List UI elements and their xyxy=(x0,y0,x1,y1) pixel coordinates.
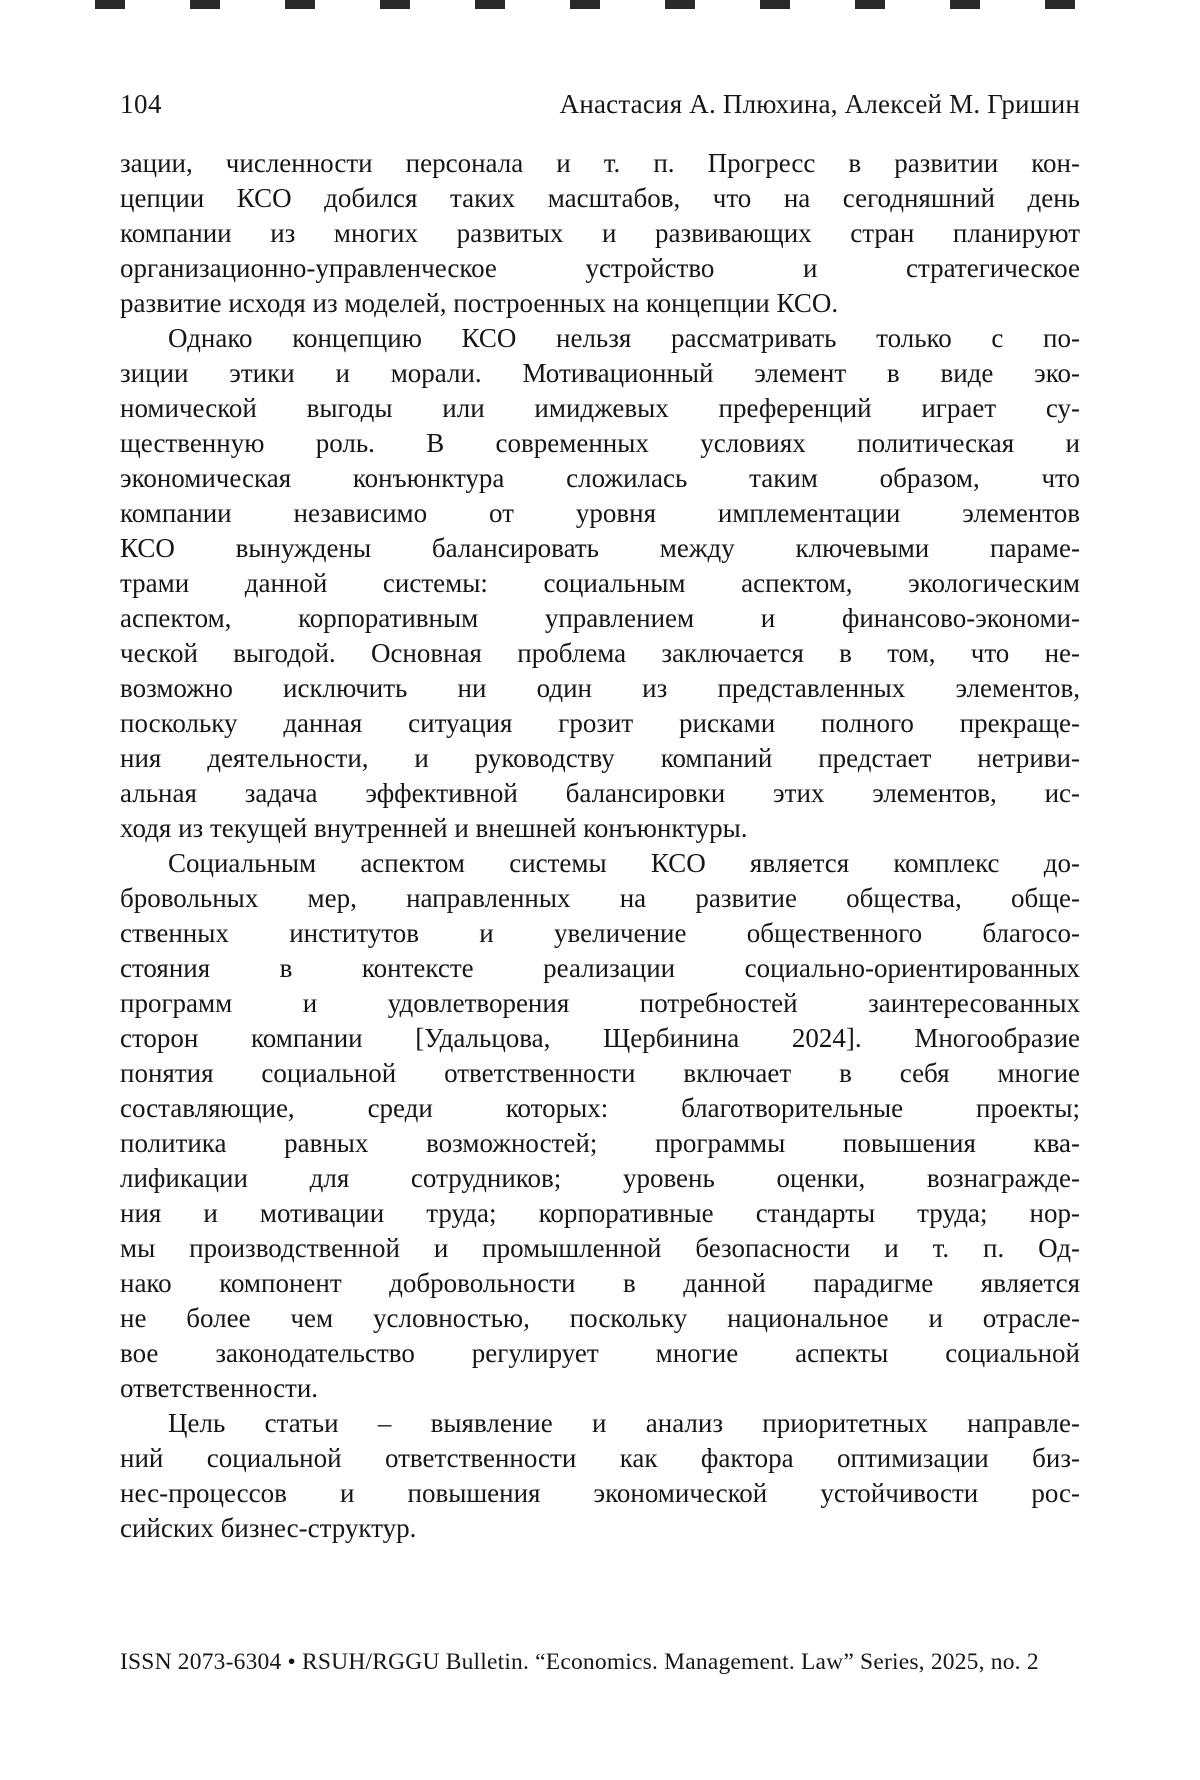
text-line: стояния в контексте реализации социально-ориентированных xyxy=(120,953,1080,983)
text-line: понятия социальной ответственности включает в себя многие xyxy=(120,1058,1080,1088)
text-line: Однако концепцию КСО нельзя рассматривать только с по- xyxy=(168,323,1080,353)
text-line: организационно-управленческое устройство и стратегическое xyxy=(120,253,1080,283)
text-line: цепции КСО добился таких масштабов, что на сегодняшний день xyxy=(120,183,1080,213)
text-line: альная задача эффективной балансировки этих элементов, ис- xyxy=(120,778,1080,808)
text-line: нако компонент добровольности в данной парадигме является xyxy=(120,1268,1080,1298)
text-line: Цель статьи – выявление и анализ приоритетных направле- xyxy=(168,1408,1080,1438)
footer-imprint: ISSN 2073-6304 • RSUH/RGGU Bulletin. “Economics. Management. Law” Series, 2025, no. 2 xyxy=(120,1649,1039,1675)
text-line: составляющие, среди которых: благотворительные проекты; xyxy=(120,1093,1080,1123)
text-line: сийских бизнес-структур. xyxy=(120,1513,417,1543)
text-line: программ и удовлетворения потребностей заинтересованных xyxy=(120,988,1080,1018)
text-line: ответственности. xyxy=(120,1373,319,1403)
text-line: щественную роль. В современных условиях политическая и xyxy=(120,428,1080,458)
text-line: КСО вынуждены балансировать между ключевыми параме- xyxy=(120,533,1080,563)
text-line: ходя из текущей внутренней и внешней конъюнктуры. xyxy=(120,813,748,843)
text-line: развитие исходя из моделей, построенных на концепции КСО. xyxy=(120,288,839,318)
text-line: ний социальной ответственности как фактора оптимизации биз- xyxy=(120,1443,1080,1473)
text-line: экономическая конъюнктура сложилась таким образом, что xyxy=(120,463,1080,493)
page-number: 104 xyxy=(120,89,162,119)
text-line: зации, численности персонала и т. п. Прогресс в развитии кон- xyxy=(120,148,1080,178)
text-line: возможно исключить ни один из представленных элементов, xyxy=(120,673,1080,703)
text-line: ственных институтов и увеличение общественного благосо- xyxy=(120,918,1080,948)
text-line: мы производственной и промышленной безопасности и т. п. Од- xyxy=(120,1233,1080,1263)
text-line: ния деятельности, и руководству компаний предстает нетриви- xyxy=(120,743,1080,773)
text-line: ческой выгодой. Основная проблема заключается в том, что не- xyxy=(120,638,1080,668)
text-line: вое законодательство регулирует многие аспекты социальной xyxy=(120,1338,1080,1368)
text-line: нес-процессов и повышения экономической устойчивости рос- xyxy=(120,1478,1080,1508)
text-line: компании независимо от уровня имплементации элементов xyxy=(120,498,1080,528)
running-head-authors: Анастасия А. Плюхина, Алексей М. Гришин xyxy=(559,89,1080,119)
article-body xyxy=(120,146,1080,1546)
text-line: трами данной системы: социальным аспектом, экологическим xyxy=(120,568,1080,598)
scan-edge-artifacts xyxy=(95,0,1110,9)
text-line: лификации для сотрудников; уровень оценки, вознагражде- xyxy=(120,1163,1080,1193)
text-line: поскольку данная ситуация грозит рисками полного прекраще- xyxy=(120,708,1080,738)
text-line: не более чем условностью, поскольку национальное и отрасле- xyxy=(120,1303,1080,1333)
text-line: номической выгоды или имиджевых преференций играет су- xyxy=(120,393,1080,423)
text-line: компании из многих развитых и развивающих стран планируют xyxy=(120,218,1080,248)
text-line: сторон компании [Удальцова, Щербинина 2024]. Многообразие xyxy=(120,1023,1080,1053)
text-line: бровольных мер, направленных на развитие общества, обще- xyxy=(120,883,1080,913)
text-line: политика равных возможностей; программы повышения ква- xyxy=(120,1128,1080,1158)
text-line: аспектом, корпоративным управлением и финансово-экономи- xyxy=(120,603,1080,633)
text-line: ния и мотивации труда; корпоративные стандарты труда; нор- xyxy=(120,1198,1080,1228)
text-line: зиции этики и морали. Мотивационный элемент в виде эко- xyxy=(120,358,1080,388)
running-header xyxy=(120,88,1080,120)
text-line: Социальным аспектом системы КСО является комплекс до- xyxy=(168,848,1080,878)
